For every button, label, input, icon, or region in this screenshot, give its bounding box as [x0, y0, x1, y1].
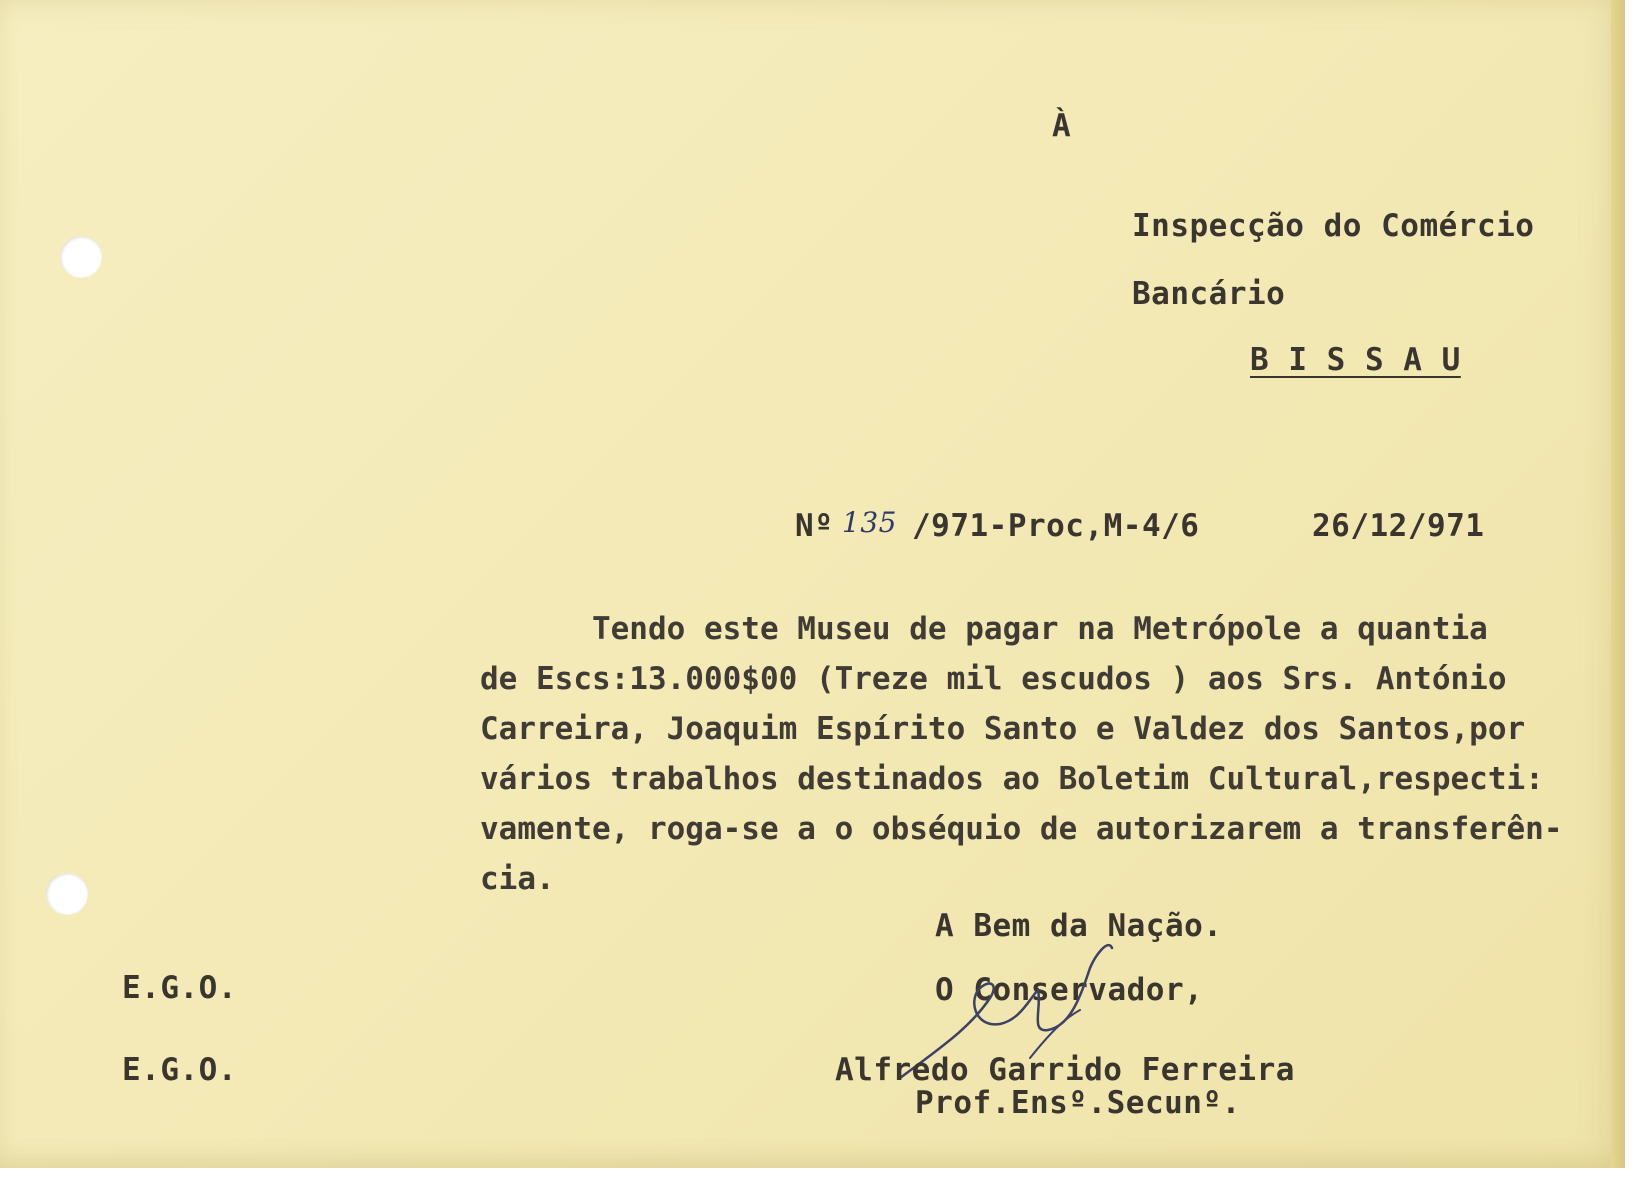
body-line: vamente, roga-se a o obséquio de autorizarem a transferên- — [480, 811, 1563, 847]
addressee-prefix: À — [1052, 108, 1072, 144]
body-line: Carreira, Joaquim Espírito Santo e Valdez dos Santos,por — [480, 711, 1526, 747]
reference-process: /971-Proc,M-4/6 — [912, 508, 1200, 544]
closing-title: Prof.Ensº.Secunº. — [915, 1085, 1241, 1121]
closing-name: Alfredo Garrido Ferreira — [835, 1052, 1295, 1088]
body-line: vários trabalhos destinados ao Boletim Cultural,respecti: — [480, 761, 1544, 797]
reference-date: 26/12/971 — [1312, 508, 1485, 544]
closing-role: O Conservador, — [935, 972, 1204, 1008]
reference-prefix: Nº — [795, 508, 834, 544]
addressee-city: B I S S A U — [1250, 342, 1461, 378]
body-line: Tendo este Museu de pagar na Metrópole a quantia — [480, 611, 1488, 647]
closing-salutation: A Bem da Nação. — [935, 908, 1223, 944]
body-paragraph — [480, 604, 1595, 904]
addressee-line2: Bancário — [1132, 276, 1286, 312]
margin-note: E.G.O. — [122, 1052, 237, 1088]
punch-hole-top — [60, 236, 102, 278]
body-line: de Escs:13.000$00 (Treze mil escudos ) aos Srs. António — [480, 661, 1507, 697]
punch-hole-bottom — [46, 873, 88, 915]
margin-note: E.G.O. — [122, 970, 237, 1006]
reference-handwritten-number: 135 — [842, 506, 897, 539]
body-line: cia. — [480, 861, 555, 897]
addressee-line1: Inspecção do Comércio — [1132, 208, 1535, 244]
paper-edge — [1611, 0, 1625, 1168]
